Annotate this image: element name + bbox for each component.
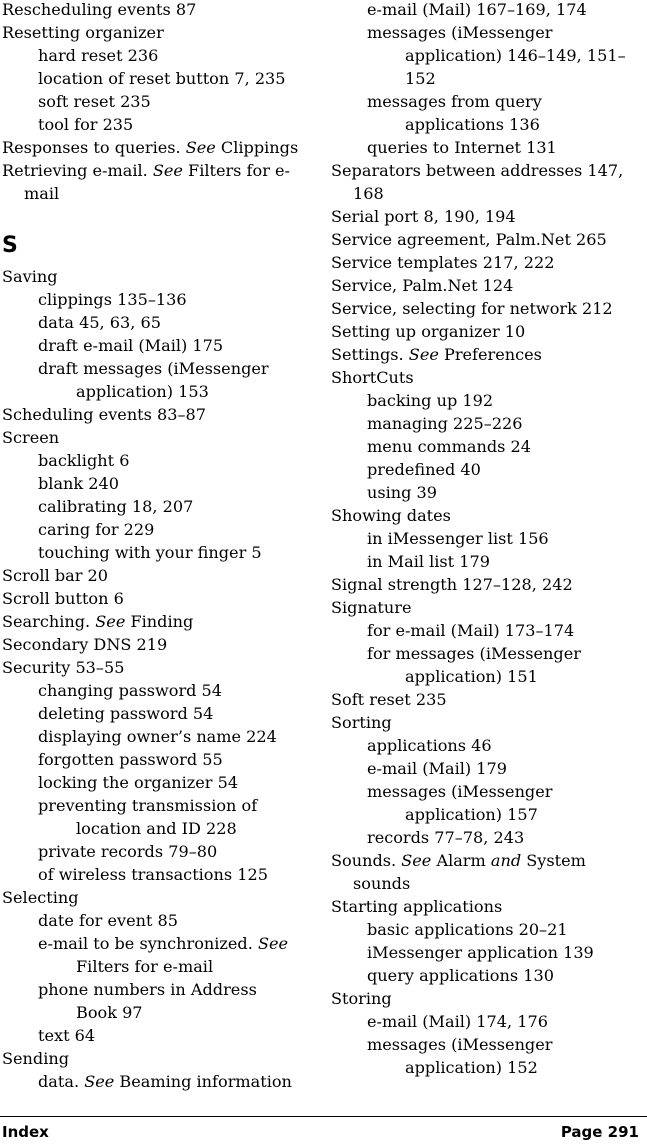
index-subentry <box>331 550 641 573</box>
entry-text: Separators between addresses 147, 168 <box>331 161 624 203</box>
index-subentry <box>2 863 302 886</box>
cross-reference-word: See <box>152 161 183 180</box>
entry-text: Service agreement, Palm.Net 265 <box>331 230 607 249</box>
index-entry <box>2 610 302 633</box>
index-subentry <box>331 780 641 826</box>
index-entry <box>2 633 302 656</box>
entry-text: Alarm <box>431 851 491 870</box>
entry-text: messages from query applications 136 <box>367 92 542 134</box>
index-entry <box>2 886 302 909</box>
index-subentry <box>331 757 641 780</box>
index-entry <box>2 265 302 288</box>
entry-text: location of reset button 7, 235 <box>38 69 286 88</box>
index-entry <box>2 426 302 449</box>
index-subentry <box>331 458 641 481</box>
index-entry <box>331 596 641 619</box>
entry-text: iMessenger application 139 <box>367 943 594 962</box>
index-subentry <box>2 44 302 67</box>
entry-text: queries to Internet 131 <box>367 138 557 157</box>
entry-text: menu commands 24 <box>367 437 531 456</box>
index-entry <box>331 987 641 1010</box>
index-subentry <box>2 748 302 771</box>
entry-text: Sounds. <box>331 851 402 870</box>
index-subentry <box>2 771 302 794</box>
index-subentry <box>2 725 302 748</box>
index-entry <box>331 849 641 895</box>
index-subentry <box>331 1010 641 1033</box>
index-entry <box>2 403 302 426</box>
section-letter-wrap <box>2 205 302 265</box>
section-letter-heading: S <box>2 233 18 258</box>
footer-page-number: Page 291 <box>560 1123 639 1141</box>
entry-text: date for event 85 <box>38 911 179 930</box>
index-subentry <box>331 619 641 642</box>
entry-text: Rescheduling events 87 <box>2 0 197 19</box>
index-subentry <box>331 941 641 964</box>
index-subentry <box>2 357 302 403</box>
entry-text: Sending <box>2 1049 70 1068</box>
entry-text: data 45, 63, 65 <box>38 313 161 332</box>
index-subentry <box>331 136 641 159</box>
entry-text: backing up 192 <box>367 391 494 410</box>
index-entry <box>331 688 641 711</box>
entry-text: Settings. <box>331 345 409 364</box>
entry-text: in Mail list 179 <box>367 552 490 571</box>
index-subentry <box>2 702 302 725</box>
entry-text: Storing <box>331 989 392 1008</box>
entry-text: of wireless transactions 125 <box>38 865 268 884</box>
entry-text: messages (iMessenger application) 152 <box>367 1035 553 1077</box>
entry-text: hard reset 236 <box>38 46 159 65</box>
index-subentry <box>2 679 302 702</box>
entry-text: Finding <box>125 612 194 631</box>
index-entry <box>331 320 641 343</box>
index-subentry <box>331 1033 641 1079</box>
entry-text: changing password 54 <box>38 681 223 700</box>
index-subentry <box>331 527 641 550</box>
entry-text: Clippings <box>215 138 299 157</box>
entry-text: records 77–78, 243 <box>367 828 525 847</box>
entry-text: draft messages (iMessenger application) 153 <box>38 359 269 401</box>
entry-text: ShortCuts <box>331 368 414 387</box>
entry-text: Security 53–55 <box>2 658 125 677</box>
entry-text: Service, selecting for network 212 <box>331 299 613 318</box>
index-entry <box>2 1047 302 1070</box>
entry-text: blank 240 <box>38 474 119 493</box>
index-subentry <box>2 909 302 932</box>
index-entry <box>331 366 641 389</box>
index-subentry <box>2 518 302 541</box>
entry-text: managing 225–226 <box>367 414 523 433</box>
entry-text: deleting password 54 <box>38 704 214 723</box>
cross-reference-word: and <box>490 851 522 870</box>
entry-text: Selecting <box>2 888 79 907</box>
index-subentry <box>331 21 641 90</box>
index-subentry <box>2 311 302 334</box>
entry-text: Secondary DNS 219 <box>2 635 168 654</box>
index-subentry <box>331 826 641 849</box>
index-column-right <box>331 0 641 1079</box>
index-entry <box>331 573 641 596</box>
entry-text: Beaming information <box>114 1072 292 1091</box>
index-subentry <box>331 642 641 688</box>
entry-text: e-mail to be synchronized. <box>38 934 258 953</box>
cross-reference-word: See <box>95 612 126 631</box>
cross-reference-word: See <box>408 345 439 364</box>
entry-text: applications 46 <box>367 736 492 755</box>
index-subentry <box>2 495 302 518</box>
index-subentry <box>2 334 302 357</box>
entry-text: touching with your finger 5 <box>38 543 262 562</box>
cross-reference-word: See <box>185 138 216 157</box>
entry-text: private records 79–80 <box>38 842 218 861</box>
entry-text: Setting up organizer 10 <box>331 322 526 341</box>
index-entry <box>2 136 302 159</box>
entry-text: draft e-mail (Mail) 175 <box>38 336 224 355</box>
entry-text: for messages (iMessenger application) 151 <box>367 644 581 686</box>
index-subentry <box>331 964 641 987</box>
index-subentry <box>2 932 302 978</box>
index-entry <box>2 159 302 205</box>
index-subentry <box>331 734 641 757</box>
index-entry <box>331 711 641 734</box>
cross-reference-word: See <box>84 1072 115 1091</box>
entry-text: using 39 <box>367 483 438 502</box>
entry-text: clippings 135–136 <box>38 290 187 309</box>
index-entry <box>331 274 641 297</box>
index-subentry <box>2 288 302 311</box>
entry-text: locking the organizer 54 <box>38 773 239 792</box>
entry-text: messages (iMessenger application) 146–149, 151–152 <box>367 23 626 88</box>
entry-text: calibrating 18, 207 <box>38 497 194 516</box>
entry-text: preventing transmission of location and ID 228 <box>38 796 258 838</box>
index-subentry <box>2 541 302 564</box>
entry-text: Sorting <box>331 713 392 732</box>
index-entry <box>331 159 641 205</box>
index-entry <box>331 251 641 274</box>
index-subentry <box>331 90 641 136</box>
entry-text: Service templates 217, 222 <box>331 253 555 272</box>
index-entry <box>2 587 302 610</box>
entry-text: Screen <box>2 428 60 447</box>
index-subentry <box>331 481 641 504</box>
entry-text: messages (iMessenger application) 157 <box>367 782 553 824</box>
index-column-left <box>2 0 302 1093</box>
index-entry <box>331 343 641 366</box>
index-subentry <box>2 1024 302 1047</box>
entry-text: System sounds <box>353 851 586 893</box>
index-entry <box>331 895 641 918</box>
index-entry <box>331 504 641 527</box>
index-subentry <box>2 472 302 495</box>
entry-text: Soft reset 235 <box>331 690 447 709</box>
index-entry <box>2 21 302 44</box>
entry-text: e-mail (Mail) 179 <box>367 759 507 778</box>
index-subentry <box>331 435 641 458</box>
entry-text: tool for 235 <box>38 115 134 134</box>
entry-text: data. <box>38 1072 85 1091</box>
entry-text: Saving <box>2 267 58 286</box>
entry-text: basic applications 20–21 <box>367 920 568 939</box>
entry-text: caring for 229 <box>38 520 155 539</box>
entry-text: Preferences <box>438 345 542 364</box>
entry-text: Scroll button 6 <box>2 589 124 608</box>
index-subentry <box>331 918 641 941</box>
cross-reference-word: See <box>257 934 289 953</box>
entry-text: Filters for e-mail <box>24 161 290 203</box>
index-subentry <box>2 67 302 90</box>
entry-text: Searching. <box>2 612 96 631</box>
cross-reference-word: See <box>401 851 432 870</box>
entry-text: e-mail (Mail) 174, 176 <box>367 1012 548 1031</box>
entry-text: displaying owner’s name 224 <box>38 727 277 746</box>
index-entry <box>331 297 641 320</box>
entry-text: backlight 6 <box>38 451 130 470</box>
entry-text: Showing dates <box>331 506 451 525</box>
entry-text: phone numbers in Address Book 97 <box>38 980 257 1022</box>
index-entry <box>2 564 302 587</box>
index-entry <box>331 205 641 228</box>
entry-text: text 64 <box>38 1026 96 1045</box>
index-subentry <box>2 978 302 1024</box>
index-subentry <box>2 840 302 863</box>
footer-section-label: Index <box>2 1123 49 1141</box>
index-subentry <box>331 389 641 412</box>
entry-text: Starting applications <box>331 897 503 916</box>
entry-text: Scroll bar 20 <box>2 566 109 585</box>
entry-text: Signature <box>331 598 412 617</box>
index-subentry <box>2 794 302 840</box>
index-subentry <box>2 113 302 136</box>
index-subentry <box>2 449 302 472</box>
index-entry <box>2 0 302 21</box>
entry-text: soft reset 235 <box>38 92 151 111</box>
entry-text: Service, Palm.Net 124 <box>331 276 514 295</box>
index-subentry <box>331 412 641 435</box>
index-subentry <box>331 0 641 21</box>
index-subentry <box>2 1070 302 1093</box>
entry-text: predefined 40 <box>367 460 481 479</box>
entry-text: Scheduling events 83–87 <box>2 405 207 424</box>
entry-text: in iMessenger list 156 <box>367 529 549 548</box>
entry-text: Serial port 8, 190, 194 <box>331 207 516 226</box>
entry-text: e-mail (Mail) 167–169, 174 <box>367 0 587 19</box>
entry-text: Resetting organizer <box>2 23 164 42</box>
entry-text: forgotten password 55 <box>38 750 223 769</box>
entry-text: Retrieving e-mail. <box>2 161 153 180</box>
footer-rule <box>0 1116 647 1117</box>
index-entry <box>331 228 641 251</box>
entry-text: Responses to queries. <box>2 138 186 157</box>
entry-text: Filters for e-mail <box>76 957 214 976</box>
index-entry <box>2 656 302 679</box>
entry-text: query applications 130 <box>367 966 554 985</box>
index-subentry <box>2 90 302 113</box>
entry-text: for e-mail (Mail) 173–174 <box>367 621 575 640</box>
entry-text: Signal strength 127–128, 242 <box>331 575 573 594</box>
